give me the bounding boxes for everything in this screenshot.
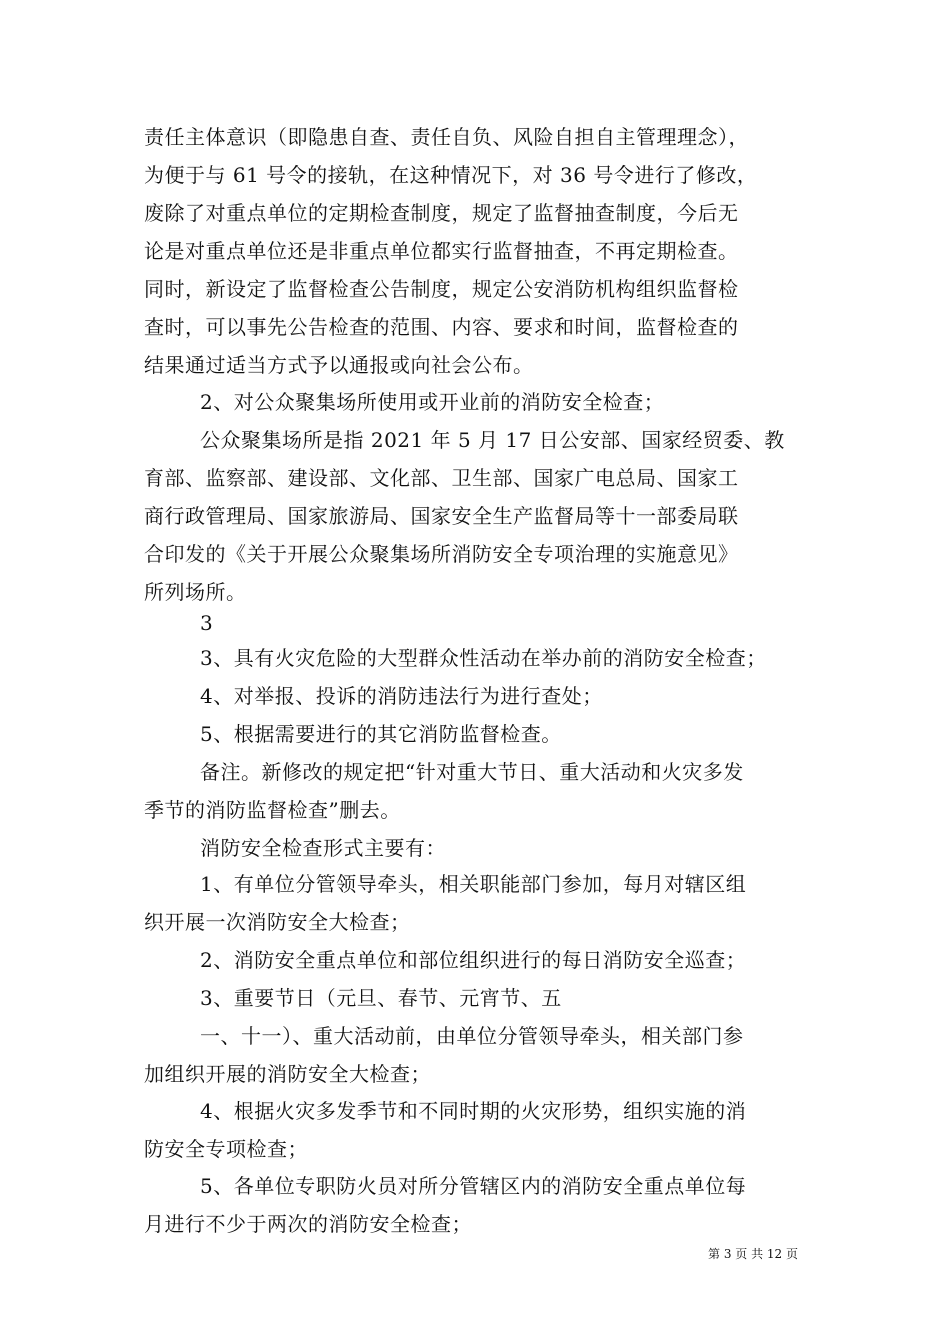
list-item-continuation: 织开展一次消防安全大检查；	[144, 910, 411, 934]
paragraph-line: 废除了对重点单位的定期检查制度，规定了监督抽查制度，今后无	[144, 201, 739, 225]
paragraph-line: 公众聚集场所是指 2021 年 5 月 17 日公安部、国家经贸委、教	[200, 428, 785, 452]
paragraph-line: 责任主体意识（即隐患自查、责任自负、风险自担自主管理理念），	[144, 125, 749, 149]
list-item: 4、对举报、投诉的消防违法行为进行查处；	[200, 684, 603, 708]
list-item: 1、有单位分管领导牵头，相关职能部门参加，每月对辖区组	[200, 872, 747, 896]
list-item: 3、具有火灾危险的大型群众性活动在举办前的消防安全检查；	[200, 646, 767, 670]
list-item: 5、根据需要进行的其它消防监督检查。	[200, 722, 562, 746]
paragraph-line: 查时，可以事先公告检查的范围、内容、要求和时间，监督检查的	[144, 315, 739, 339]
paragraph-line: 育部、监察部、建设部、文化部、卫生部、国家广电总局、国家工	[144, 466, 739, 490]
note-line: 备注。新修改的规定把“针对重大节日、重大活动和火灾多发	[200, 760, 744, 784]
section-heading: 消防安全检查形式主要有：	[200, 836, 446, 860]
list-item-continuation: 加组织开展的消防安全大检查；	[144, 1062, 431, 1086]
list-item-continuation: 月进行不少于两次的消防安全检查；	[144, 1212, 472, 1236]
paragraph-line: 同时，新设定了监督检查公告制度，规定公安消防机构组织监督检	[144, 277, 739, 301]
note-line: 季节的消防监督检查”删去。	[144, 798, 401, 822]
page-number: 第 3 页 共 12 页	[708, 1247, 798, 1261]
paragraph-line: 商行政管理局、国家旅游局、国家安全生产监督局等十一部委局联	[144, 504, 739, 528]
list-item: 2、对公众聚集场所使用或开业前的消防安全检查；	[200, 390, 665, 414]
inline-number: 3	[200, 611, 214, 635]
list-item-continuation: 防安全专项检查；	[144, 1137, 308, 1161]
paragraph-line: 合印发的《关于开展公众聚集场所消防安全专项治理的实施意见》	[144, 542, 739, 566]
paragraph-line: 论是对重点单位还是非重点单位都实行监督抽查，不再定期检查。	[144, 239, 739, 263]
paragraph-line: 所列场所。	[144, 580, 247, 604]
list-item: 2、消防安全重点单位和部位组织进行的每日消防安全巡查；	[200, 948, 747, 972]
paragraph-line: 结果通过适当方式予以通报或向社会公布。	[144, 353, 534, 377]
list-item: 3、重要节日（元旦、春节、元宵节、五	[200, 986, 562, 1010]
list-item-continuation: 一、十一）、重大活动前，由单位分管领导牵头，相关部门参	[200, 1024, 744, 1048]
list-item: 5、各单位专职防火员对所分管辖区内的消防安全重点单位每	[200, 1174, 747, 1198]
paragraph-line: 为便于与 61 号令的接轨，在这种情况下，对 36 号令进行了修改，	[144, 163, 758, 187]
list-item: 4、根据火灾多发季节和不同时期的火灾形势，组织实施的消	[200, 1099, 747, 1123]
